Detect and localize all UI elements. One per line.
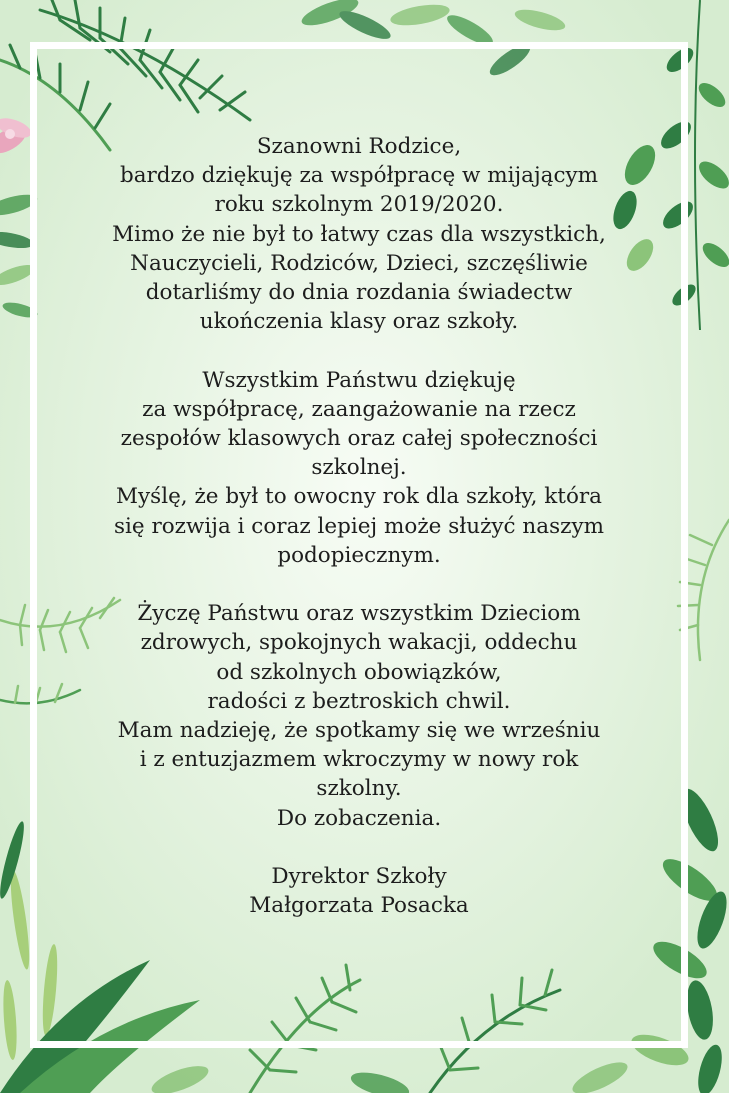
letter-line: dotarliśmy do dnia rozdania świadectw [145,280,573,306]
letter-line: zdrowych, spokojnych wakacji, oddechu [140,630,578,656]
paragraph-gap [37,336,681,365]
paragraph-gap [37,833,681,862]
letter-line: podopiecznym. [277,542,441,568]
letter-line: Mam nadzieję, że spotkamy się we wrześniu [117,718,601,744]
letter-line: roku szkolnym 2019/2020. [214,192,504,218]
letter-line: Do zobaczenia. [276,805,442,831]
letter-line: Myślę, że był to owocny rok dla szkoły, która [116,484,602,510]
letter-line: Nauczycieli, Rodziców, Dzieci, szczęśliwie [130,250,588,276]
letter-line: Życzę Państwu oraz wszystkim Dzieciom [137,601,581,627]
letter-line: szkolny. [316,776,402,802]
letter-text [37,132,681,920]
letter-line: radości z beztroskich chwil. [207,688,511,714]
letter-line: bardzo dziękuję za współpracę w mijającym [119,163,599,189]
letter-line: Wszystkim Państwu dziękuję [202,367,516,393]
letter-line: zespołów klasowych oraz całej społeczności [120,426,598,452]
letter-line: się rozwija i coraz lepiej może służyć naszym [113,513,604,539]
letter-line: od szkolnych obowiązków, [216,659,502,685]
paragraph-gap [37,570,681,599]
letter-line: za współpracę, zaangażowanie na rzecz [142,396,576,422]
letter-line: szkolnej. [311,455,407,481]
letter-line: ukończenia klasy oraz szkoły. [199,309,519,335]
letter-line: i z entuzjazmem wkroczymy w nowy rok [139,747,579,773]
greeting: Szanowni Rodzice, [256,134,462,159]
letter-line: Mimo że nie był to łatwy czas dla wszystkich, [112,221,606,247]
signature-title: Dyrektor Szkoły [271,864,447,890]
signature-name: Małgorzata Posacka [249,893,469,919]
